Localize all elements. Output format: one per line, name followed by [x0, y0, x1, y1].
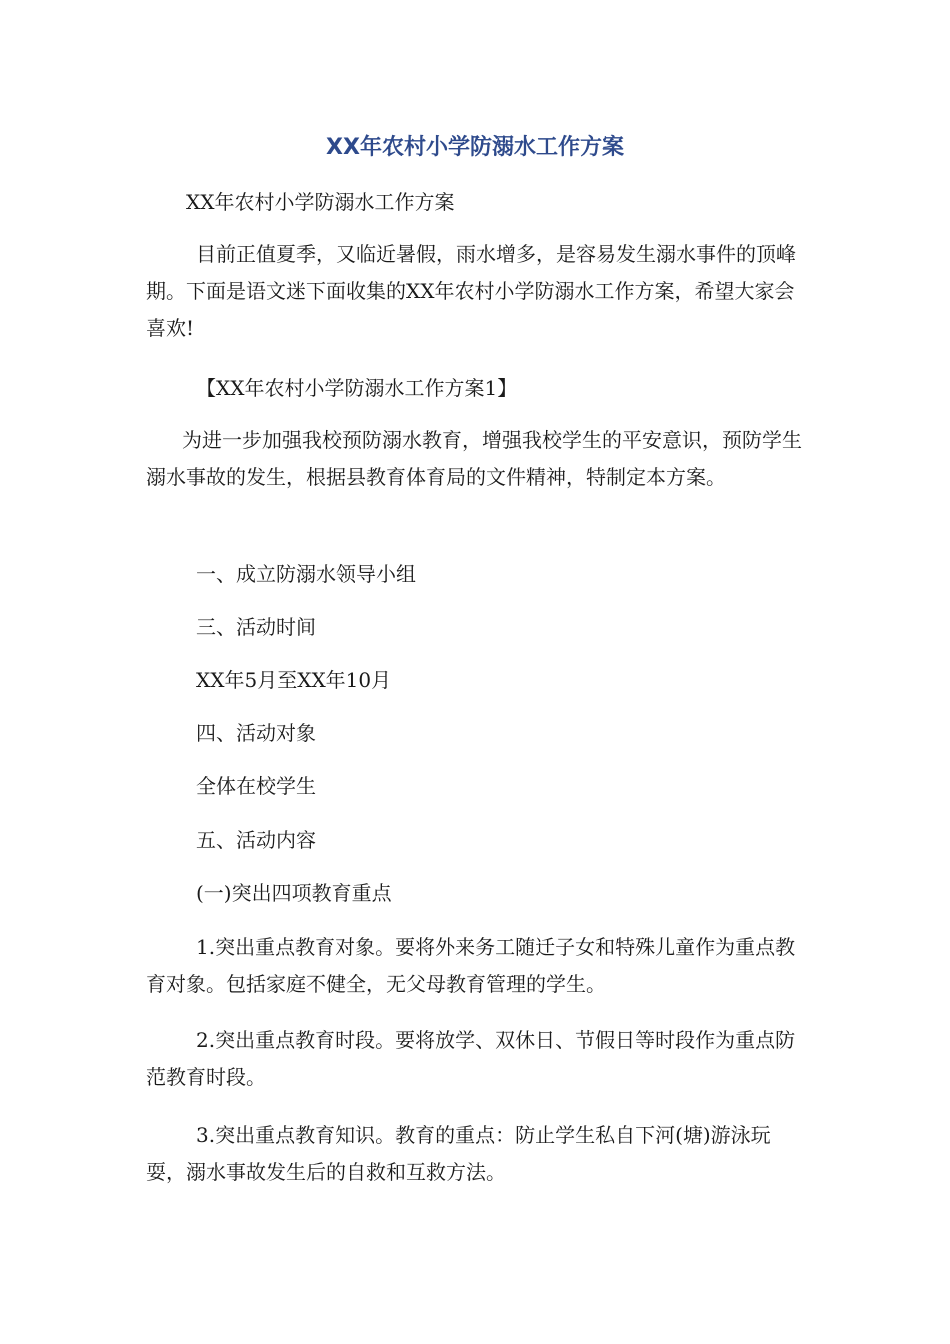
section-heading-4: 四、活动对象 — [196, 721, 316, 745]
subsection-heading-1: (一)突出四项教育重点 — [196, 881, 392, 905]
list-item-2: 2.突出重点教育时段。要将放学、双休日、节假日等时段作为重点防范教育时段。 — [146, 1028, 796, 1089]
section-heading-3: 三、活动时间 — [196, 615, 316, 639]
section-heading-1: 一、成立防溺水领导小组 — [196, 562, 416, 586]
section-heading-plan-1: 【XX年农村小学防溺水工作方案1】 — [196, 376, 518, 400]
purpose-paragraph: 为进一步加强我校预防溺水教育，增强我校学生的平安意识，预防学生溺水事故的发生，根据县教育体育局的文件精神，特制定本方案。 — [146, 428, 802, 489]
activity-time-text: XX年5月至XX年10月 — [196, 668, 392, 692]
document-title: XX年农村小学防溺水工作方案 — [326, 135, 624, 160]
subtitle-paragraph: XX年农村小学防溺水工作方案 — [186, 190, 455, 214]
intro-paragraph: 目前正值夏季，又临近暑假，雨水增多，是容易发生溺水事件的顶峰期。下面是语文迷下面收集的XX年农村小学防溺水工作方案，希望大家会喜欢! — [146, 242, 796, 340]
list-item-3: 3.突出重点教育知识。教育的重点：防止学生私自下河(塘)游泳玩耍，溺水事故发生后的自救和互救方法。 — [146, 1123, 771, 1184]
activity-target-text: 全体在校学生 — [196, 774, 316, 798]
section-heading-5: 五、活动内容 — [196, 828, 316, 852]
list-item-1: 1.突出重点教育对象。要将外来务工随迁子女和特殊儿童作为重点教育对象。包括家庭不健全，无父母教育管理的学生。 — [146, 935, 796, 996]
